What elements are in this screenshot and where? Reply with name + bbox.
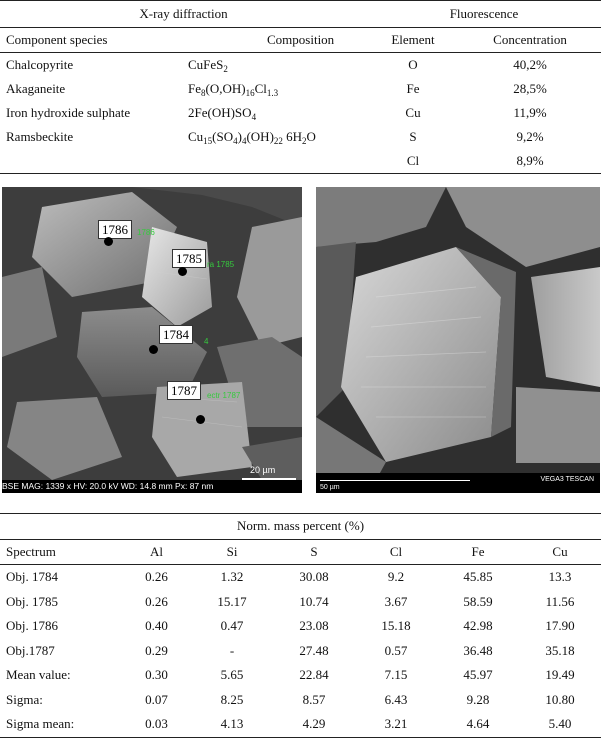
point-label-1784: 1784 xyxy=(159,325,193,344)
spectrum-cell: Obj.1787 xyxy=(6,642,55,658)
point-label-1786: 1786 xyxy=(98,220,132,239)
value-cell: 3.21 xyxy=(355,712,437,737)
col-concentration: Concentration xyxy=(459,28,601,53)
value-cell: 23.08 xyxy=(299,618,329,634)
table-row xyxy=(0,149,601,174)
value-cell: 5.40 xyxy=(519,712,601,737)
value-cell: 0.26 xyxy=(145,569,168,585)
sem-right-texture xyxy=(316,187,600,493)
value-cell: 4.29 xyxy=(273,712,355,737)
point-marker-1784 xyxy=(149,345,158,354)
table-row xyxy=(0,590,601,615)
value-cell: 10.80 xyxy=(545,691,575,707)
value-cell: 7.15 xyxy=(384,667,408,683)
sem-image-left xyxy=(2,187,302,493)
table-row xyxy=(0,639,601,664)
concentration-cell: 28,5% xyxy=(513,81,547,96)
point-marker-1787 xyxy=(196,415,205,424)
header-fluorescence: Fluorescence xyxy=(367,1,601,28)
concentration-cell: 9,2% xyxy=(516,129,544,144)
composition-cell: $Cu_{15}(SO_4)_4(OH)_{22}$ $6H_2O$ xyxy=(188,129,316,146)
element-cell: Cl xyxy=(367,149,459,174)
species-cell: Iron hydroxide sulphate xyxy=(6,105,131,120)
table-title: Norm. mass percent (%) xyxy=(0,514,601,540)
composition-cell: CuFeS$_2$ xyxy=(188,57,228,74)
green-label-1784: 4 xyxy=(204,337,209,346)
element-cell: O xyxy=(408,57,418,72)
value-cell: 6.43 xyxy=(384,691,408,707)
col-fe: Fe xyxy=(437,539,519,565)
table-row xyxy=(0,614,601,639)
value-cell: 0.30 xyxy=(145,667,168,683)
table-row xyxy=(0,565,601,590)
value-cell: 0.40 xyxy=(145,618,168,634)
col-species: Component species xyxy=(0,28,182,53)
composition-cell xyxy=(182,149,367,174)
value-cell: 36.48 xyxy=(463,642,493,658)
species-cell: Akaganeite xyxy=(6,81,66,96)
value-cell: 3.67 xyxy=(384,593,408,609)
concentration-cell: 8,9% xyxy=(459,149,601,174)
header-row xyxy=(0,539,601,565)
value-cell: 0.57 xyxy=(384,642,408,658)
scale-label-left: 20 µm xyxy=(250,465,276,475)
spectrum-cell: Obj. 1786 xyxy=(6,618,58,634)
value-cell: 27.48 xyxy=(299,642,329,658)
element-cell: S xyxy=(409,129,417,144)
value-cell: 11.56 xyxy=(545,593,575,609)
point-marker-1785 xyxy=(178,267,187,276)
value-cell: 4.64 xyxy=(437,712,519,737)
value-cell: 17.90 xyxy=(545,618,575,634)
value-cell: 35.18 xyxy=(545,642,575,658)
species-cell xyxy=(0,149,182,174)
element-cell: Cu xyxy=(405,105,421,120)
value-cell: 5.65 xyxy=(220,667,244,683)
value-cell: 22.84 xyxy=(299,667,329,683)
composition-cell: $Fe_8(O,OH)_{16}Cl_{1.3}$ xyxy=(188,81,279,98)
green-label-1785: ra 1785 xyxy=(207,260,235,269)
value-cell: - xyxy=(229,642,235,658)
value-cell: 0.47 xyxy=(220,618,244,634)
concentration-cell: 40,2% xyxy=(513,57,547,72)
value-cell: 0.26 xyxy=(145,593,168,609)
col-si: Si xyxy=(191,539,273,565)
table-row xyxy=(0,53,601,78)
col-element: Element xyxy=(367,28,459,53)
green-label-1787: ectr 1787 xyxy=(207,391,241,400)
col-cl: Cl xyxy=(355,539,437,565)
table-row xyxy=(0,101,601,125)
col-cu: Cu xyxy=(519,539,601,565)
col-al: Al xyxy=(122,539,191,565)
value-cell: 9.2 xyxy=(387,569,405,585)
value-cell: 30.08 xyxy=(299,569,329,585)
table-row xyxy=(0,688,601,713)
value-cell: 9.28 xyxy=(466,691,490,707)
col-s: S xyxy=(273,539,355,565)
species-cell: Chalcopyrite xyxy=(6,57,74,72)
value-cell: 8.57 xyxy=(302,691,326,707)
concentration-cell: 11,9% xyxy=(513,105,547,120)
value-cell: 4.13 xyxy=(191,712,273,737)
value-cell: 45.97 xyxy=(463,667,493,683)
header-xrd: X-ray diffraction xyxy=(0,1,367,28)
table-row xyxy=(0,663,601,688)
composition-cell: $2Fe(OH)SO_4$ xyxy=(188,105,257,122)
spectrum-cell: Sigma mean: xyxy=(0,712,122,737)
table-row xyxy=(0,712,601,737)
spectrum-cell: Obj. 1784 xyxy=(6,569,58,585)
spectrum-cell: Mean value: xyxy=(6,667,71,683)
scale-label-right: 50 µm xyxy=(320,484,340,491)
value-cell: 45.85 xyxy=(463,569,493,585)
value-cell: 8.25 xyxy=(220,691,244,707)
col-spectrum: Spectrum xyxy=(0,539,122,565)
value-cell: 13.3 xyxy=(548,569,572,585)
spectrum-cell: Obj. 1785 xyxy=(6,593,58,609)
sem-left-infobar: BSE MAG: 1339 x HV: 20.0 kV WD: 14.8 mm Px: 87 nm xyxy=(2,480,302,493)
value-cell: 15.18 xyxy=(381,618,411,634)
green-label-1786: 1786 xyxy=(137,228,155,237)
scale-bar-right xyxy=(320,480,470,481)
table-row xyxy=(0,77,601,101)
value-cell: 0.29 xyxy=(145,642,168,658)
value-cell: 58.59 xyxy=(463,593,493,609)
spectrum-cell: Sigma: xyxy=(6,691,43,707)
point-marker-1786 xyxy=(104,237,113,246)
point-label-1787: 1787 xyxy=(167,381,201,400)
col-composition: Composition xyxy=(182,28,367,53)
element-cell: Fe xyxy=(406,81,420,96)
value-cell: 10.74 xyxy=(299,593,329,609)
xrd-fluorescence-table xyxy=(0,0,601,174)
brand-label: VEGA3 TESCAN xyxy=(540,476,594,483)
value-cell: 19.49 xyxy=(545,667,575,683)
value-cell: 42.98 xyxy=(463,618,493,634)
value-cell: 0.03 xyxy=(122,712,191,737)
point-label-1785: 1785 xyxy=(172,249,206,268)
table-row xyxy=(0,125,601,149)
sem-image-right xyxy=(316,187,600,493)
species-cell: Ramsbeckite xyxy=(6,129,74,144)
value-cell: 0.07 xyxy=(145,691,168,707)
value-cell: 1.32 xyxy=(220,569,244,585)
value-cell: 15.17 xyxy=(217,593,247,609)
mass-percent-table xyxy=(0,513,601,738)
